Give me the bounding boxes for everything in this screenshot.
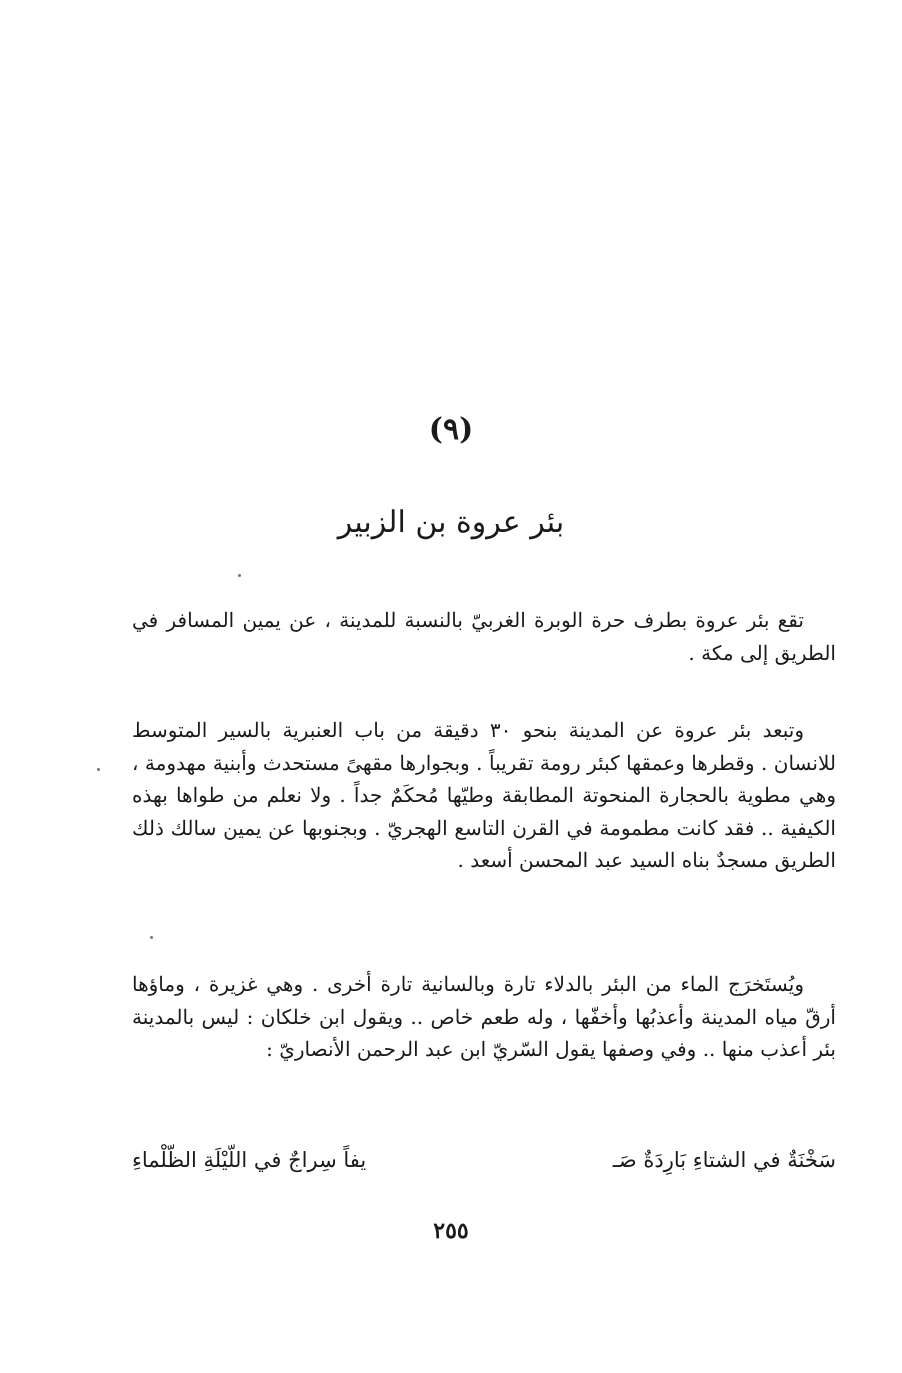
paragraph-3-text: ويُستَخرَج الماء من البئر بالدلاء تارة وبالسانية تارة أخرى . وهي غزيرة ، وماؤها أرقّ مياه المدينة وأعذبُها وأخفّها ، وله طعم خاص .. ويقول ابن خلكان : ليس بالمدينة بئر أعذب منها .. وفي وصفها يقول السّريّ ابن عبد الرحمن الأنصاريّ : [132,972,836,1061]
scan-speck [150,936,153,939]
paragraph-2 [132,714,836,877]
chapter-title: بئر عروة بن الزبير [337,505,565,540]
verse-second-hemistich: يفاً سِراجٌ في اللّيْلَةِ الظّلْماءِ [132,1148,367,1172]
chapter-number: (٩) [428,412,474,447]
paragraph-2-text: وتبعد بئر عروة عن المدينة بنحو ٣٠ دقيقة من باب العنبرية بالسير المتوسط للانسان . وقطرها وعمقها كبئر رومة تقريباً . وبجوارها مقهىً مستحدث وأبنية مهدومة ، وهي مطوية بالحجارة المنحوتة المطابقة وطيّها مُحكَمٌ جداً . ولا نعلم من طواها بهذه الكيفية .. فقد كانت مطمومة في القرن التاسع الهجريّ . وبجنوبها عن يمين سالك ذلك الطريق مسجدٌ بناه السيد عبد المحسن أسعد . [132,718,836,872]
verse-first-hemistich: سَخْنَةٌ في الشتاءِ بَارِدَةٌ صَـ [612,1148,836,1172]
paragraph-1 [132,604,836,669]
scan-speck [238,574,241,577]
poetry-verse [132,1148,836,1172]
paragraph-1-text: تقع بئر عروة بطرف حرة الوبرة الغربيّ بالنسبة للمدينة ، عن يمين المسافر في الطريق إلى مكة . [132,608,836,665]
page-number: ٢٥٥ [433,1218,469,1244]
paragraph-3 [132,968,836,1066]
scan-speck [97,768,100,771]
